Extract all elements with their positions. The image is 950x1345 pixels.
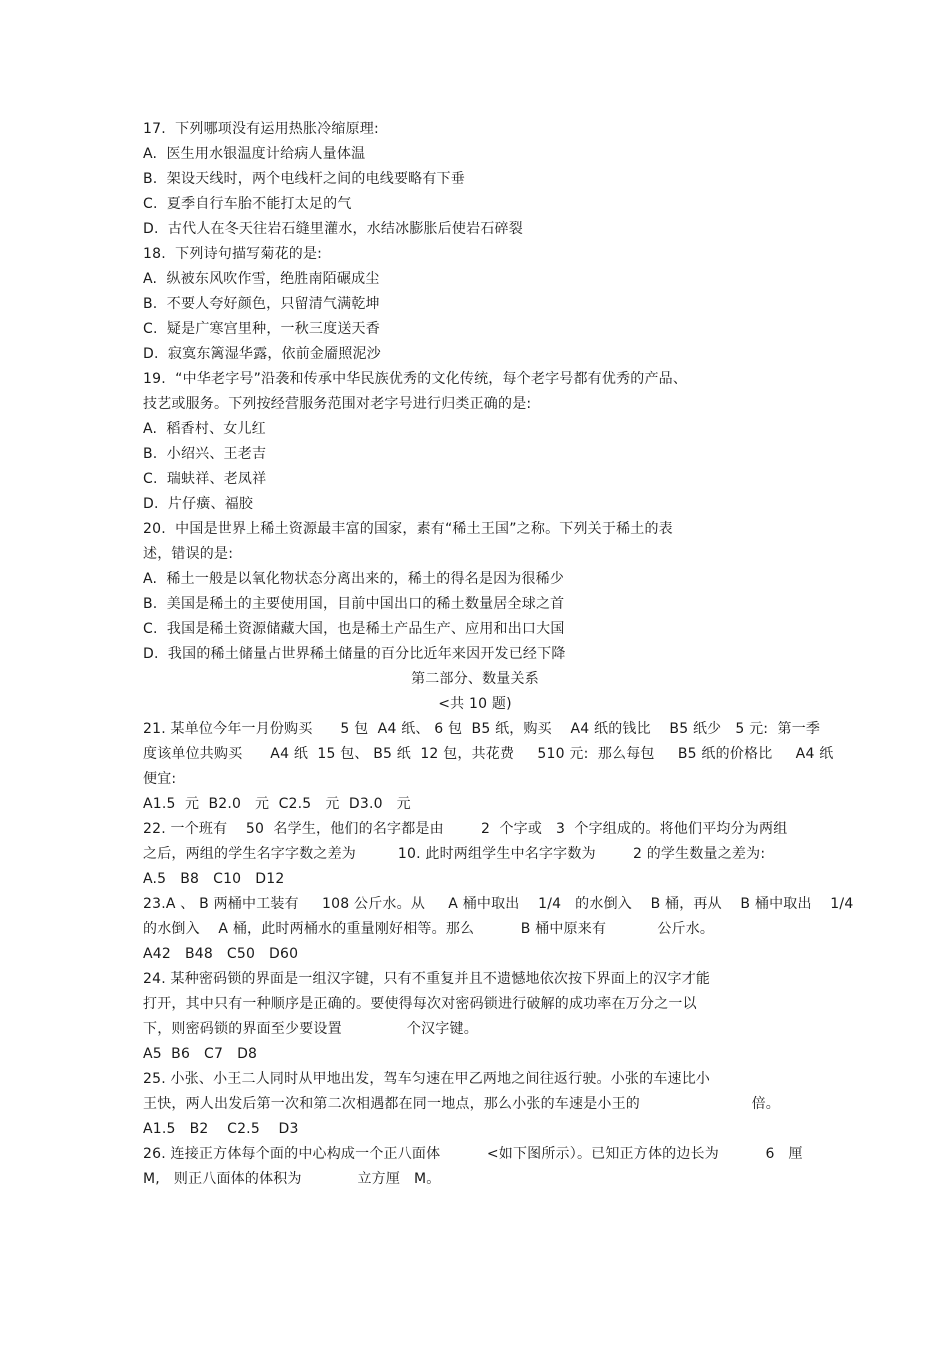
q18-stem: 18. 下列诗句描写菊花的是: bbox=[143, 246, 323, 262]
q17-option-a: A. 医生用水银温度计给病人量体温 bbox=[143, 146, 366, 162]
q20-stem-line2: 述，错误的是: bbox=[143, 546, 234, 562]
q19-option-c: C. 瑞蚨祥、老凤祥 bbox=[143, 471, 267, 487]
section-title: 第二部分、数量关系 bbox=[411, 671, 539, 687]
q24-stem-line3: 下，则密码锁的界面至少要设置 个汉字键。 bbox=[143, 1021, 478, 1037]
q17-option-c: C. 夏季自行车胎不能打太足的气 bbox=[143, 196, 352, 212]
q19-option-b: B. 小绍兴、王老吉 bbox=[143, 446, 267, 462]
q18-option-d: D. 寂寞东篱湿华露，依前金靥照泥沙 bbox=[143, 346, 381, 362]
section-count: <共 10 题) bbox=[438, 696, 512, 712]
q19-option-d: D. 片仔癀、福胶 bbox=[143, 496, 254, 512]
q20-stem-line1: 20. 中国是世界上稀土资源最丰富的国家，素有“稀土王国”之称。下列关于稀土的表 bbox=[143, 521, 673, 537]
q22-options: A.5 B8 C10 D12 bbox=[143, 871, 285, 887]
q21-stem-line1: 21. 某单位今年一月份购买 5 包 A4 纸、 6 包 B5 纸，购买 A4 纸的钱比 B5 纸少 5 元: 第一季 bbox=[143, 721, 821, 737]
q19-stem-line2: 技艺或服务。下列按经营服务范围对老字号进行归类正确的是: bbox=[143, 396, 532, 412]
q23-options: A42 B48 C50 D60 bbox=[143, 946, 299, 962]
q24-options: A5 B6 C7 D8 bbox=[143, 1046, 258, 1062]
q20-option-d: D. 我国的稀土储量占世界稀土储量的百分比近年来因开发已经下降 bbox=[143, 646, 566, 662]
q18-option-a: A. 纵被东风吹作雪，绝胜南陌碾成尘 bbox=[143, 271, 380, 287]
q19-option-a: A. 稻香村、女儿红 bbox=[143, 421, 266, 437]
q21-stem-line2: 度该单位共购买 A4 纸 15 包、 B5 纸 12 包，共花费 510 元: 那么每包 B5 纸的价格比 A4 纸 bbox=[143, 746, 834, 762]
q21-options: A1.5 元 B2.0 元 C2.5 元 D3.0 元 bbox=[143, 796, 411, 812]
q17-option-d: D. 古代人在冬天往岩石缝里灌水，水结冰膨胀后使岩石碎裂 bbox=[143, 221, 523, 237]
q25-stem-line2: 王快，两人出发后第一次和第二次相遇都在同一地点，那么小张的车速是小王的 倍。 bbox=[143, 1096, 781, 1112]
q23-stem-line1: 23.A 、 B 两桶中工装有 108 公斤水。从 A 桶中取出 1/4 的水倒入 B 桶，再从 B 桶中取出 1/4 bbox=[143, 896, 854, 912]
q22-stem-line1: 22. 一个班有 50 名学生，他们的名字都是由 2 个字或 3 个字组成的。将他们平均分为两组 bbox=[143, 821, 788, 837]
q17-stem: 17. 下列哪项没有运用热胀冷缩原理: bbox=[143, 121, 379, 137]
q26-stem-line2: M, 则正八面体的体积为 立方厘 M。 bbox=[143, 1171, 441, 1187]
q20-option-c: C. 我国是稀土资源储藏大国，也是稀土产品生产、应用和出口大国 bbox=[143, 621, 565, 637]
q24-stem-line1: 24. 某种密码锁的界面是一组汉字键，只有不重复并且不遗憾地依次按下界面上的汉字才能 bbox=[143, 971, 711, 987]
q19-stem-line1: 19. “中华老字号”沿袭和传承中华民族优秀的文化传统，每个老字号都有优秀的产品、 bbox=[143, 371, 688, 387]
q25-options: A1.5 B2 C2.5 D3 bbox=[143, 1121, 299, 1137]
q22-stem-line2: 之后，两组的学生名字字数之差为 10. 此时两组学生中名字字数为 2 的学生数量之差为: bbox=[143, 846, 766, 862]
q26-stem-line1: 26. 连接正方体每个面的中心构成一个正八面体 <如下图所示）。已知正方体的边长为 6 厘 bbox=[143, 1146, 803, 1162]
q20-option-a: A. 稀土一般是以氧化物状态分离出来的，稀土的得名是因为很稀少 bbox=[143, 571, 565, 587]
q24-stem-line2: 打开，其中只有一种顺序是正确的。要使得每次对密码锁进行破解的成功率在万分之一以 bbox=[143, 996, 697, 1012]
q17-option-b: B. 架设天线时，两个电线杆之间的电线要略有下垂 bbox=[143, 171, 465, 187]
q18-option-b: B. 不要人夸好颜色，只留清气满乾坤 bbox=[143, 296, 380, 312]
q23-stem-line2: 的水倒入 A 桶，此时两桶水的重量刚好相等。那么 B 桶中原来有 公斤水。 bbox=[143, 921, 715, 937]
q18-option-c: C. 疑是广寒宫里种，一秋三度送天香 bbox=[143, 321, 380, 337]
q25-stem-line1: 25. 小张、小王二人同时从甲地出发，驾车匀速在甲乙两地之间往返行驶。小张的车速比小 bbox=[143, 1071, 711, 1087]
q21-stem-line3: 便宜: bbox=[143, 771, 177, 787]
q20-option-b: B. 美国是稀土的主要使用国，目前中国出口的稀土数量居全球之首 bbox=[143, 596, 565, 612]
